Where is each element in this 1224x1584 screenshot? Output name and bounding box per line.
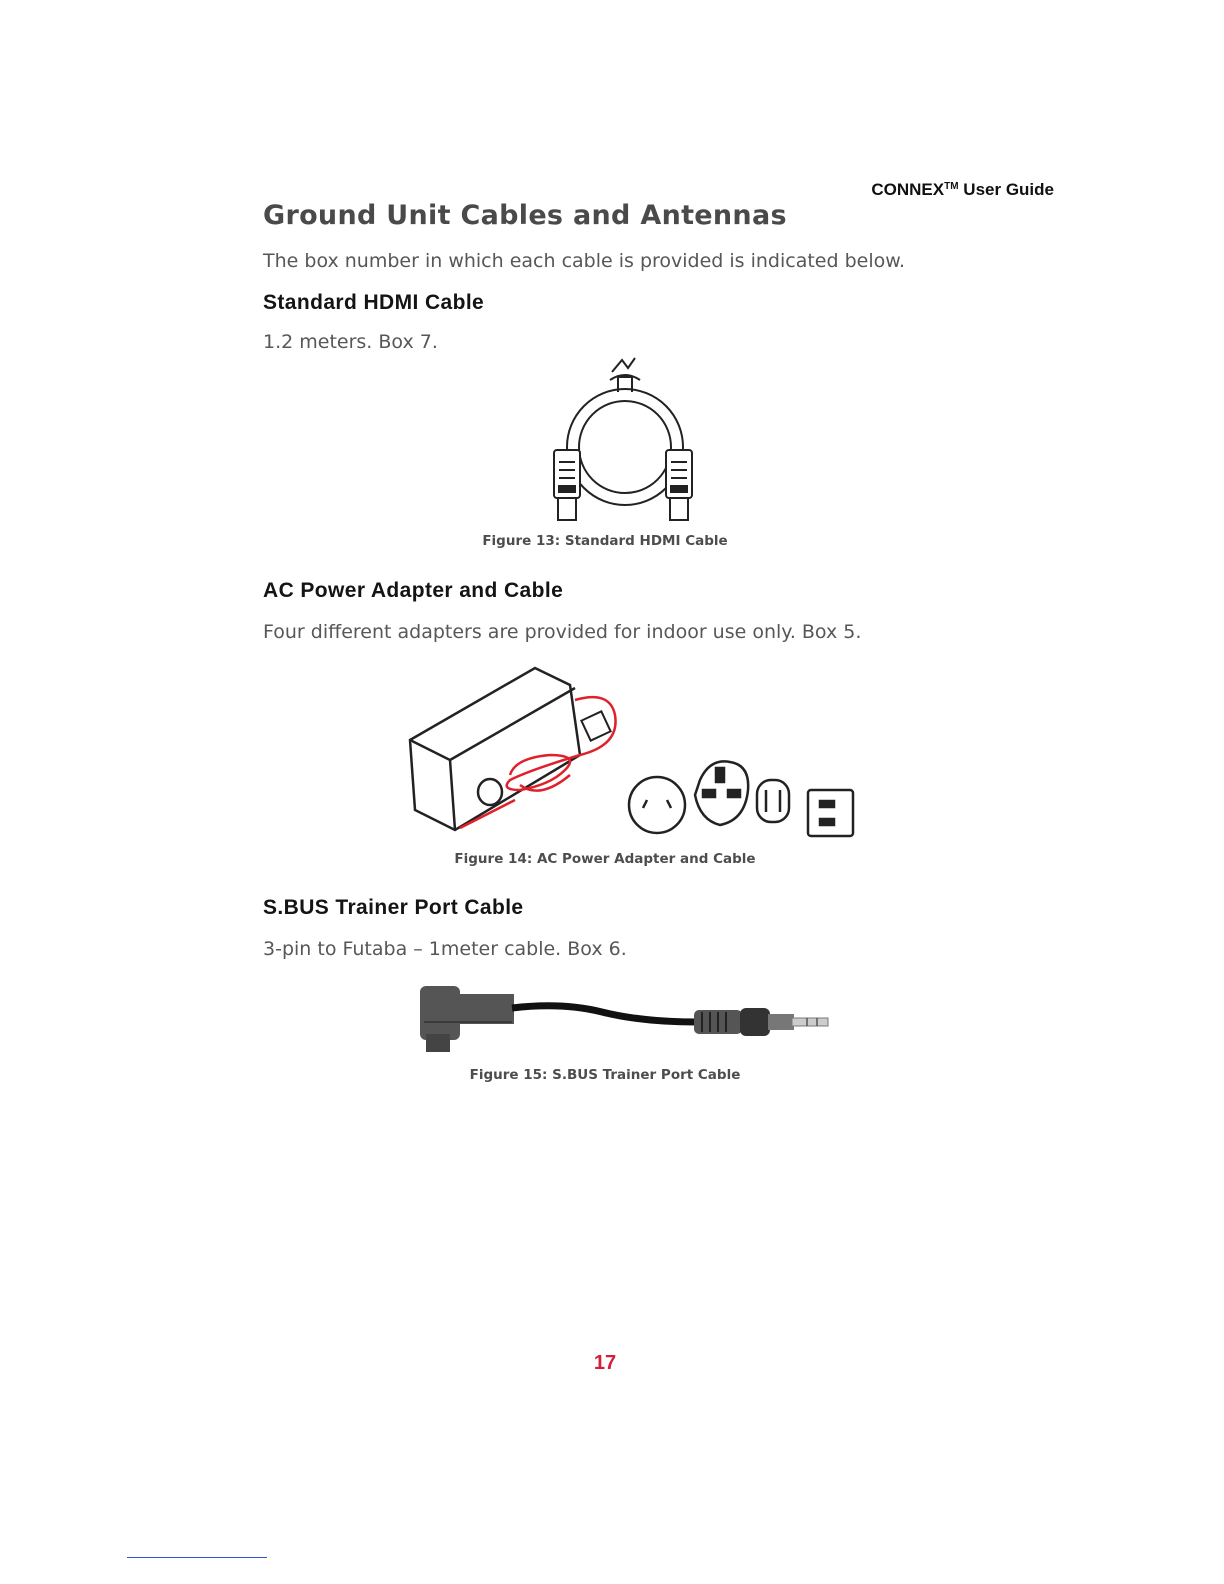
figure-13-caption: Figure 13: Standard HDMI Cable — [482, 533, 728, 549]
plug-adapter-uk — [695, 761, 748, 825]
sbus-text: 3-pin to Futaba – 1meter cable. Box 6. — [263, 938, 627, 960]
intro-text: The box number in which each cable is provided is indicated below. — [263, 250, 906, 272]
hdmi-plug-right — [666, 450, 692, 520]
ac-adapter-illustration — [400, 660, 865, 845]
page-title: Ground Unit Cables and Antennas — [263, 200, 787, 231]
sbus-heading: S.BUS Trainer Port Cable — [263, 896, 524, 919]
header-trademark: TM — [944, 181, 959, 192]
ac-power-text: Four different adapters are provided for indoor use only. Box 5. — [263, 621, 862, 643]
sbus-cable-illustration — [412, 982, 832, 1057]
header-product: CONNEX — [871, 180, 945, 199]
page-number: 17 — [593, 1352, 617, 1374]
hdmi-cable-illustration — [540, 352, 710, 527]
cable-plug — [581, 711, 610, 740]
futaba-connector — [420, 986, 514, 1052]
footnote-separator — [127, 1557, 267, 1558]
running-header — [871, 180, 1054, 200]
plug-adapter-us — [808, 790, 853, 836]
hdmi-text: 1.2 meters. Box 7. — [263, 331, 438, 353]
hdmi-plug-left — [554, 450, 580, 520]
cable-wire — [512, 1006, 697, 1022]
figure-15-caption: Figure 15: S.BUS Trainer Port Cable — [469, 1067, 741, 1083]
jack-plug — [694, 1008, 828, 1036]
figure-14-caption: Figure 14: AC Power Adapter and Cable — [454, 851, 756, 867]
ac-power-heading: AC Power Adapter and Cable — [263, 579, 564, 602]
plug-adapter-eu — [757, 780, 789, 822]
plug-adapter-au — [629, 777, 685, 833]
hdmi-heading: Standard HDMI Cable — [263, 291, 485, 314]
header-guide: User Guide — [963, 180, 1054, 199]
power-brick — [410, 668, 580, 830]
